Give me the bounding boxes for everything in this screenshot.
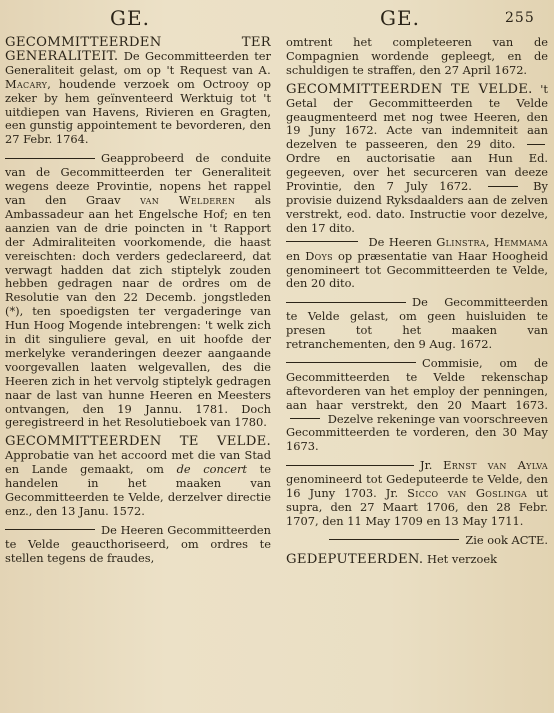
- entry-te-velde-2: GECOMMITTEERDEN TE VELDE. 't Getal der Gecommitteerden te Velde geaugmenteerd met nog twee Heeren, den 19 Juny 1672. Acte van indemniteit aan dezelven te passeeren, den 29 dito. Ordre en auctorisatie aan Hun Ed. gegeeven, over het securceren van deeze Provintie, den 7 July 1672. By provisie duizend Ryksdaalders aan de zelven verstrekt, eod. dato. Instructie voor dezelve, den 17 dito. De Heeren Glinstra, Hemmama en Doys op præsentatie van Haar Hoogheid genomineert tot Gecommitteerden te Velde, den 20 dito.: [286, 81, 548, 291]
- rule-dash: [5, 158, 95, 159]
- person-name: Sicco van Goslinga: [407, 486, 528, 501]
- entry-fraudes: De Heeren Gecommitteerden te Velde geaucthoriseerd, om ordres te stellen tegens de fraudes,: [5, 522, 271, 565]
- entry-continued: omtrent het completeeren van de Compagnien wordende gepleegt, en de schuldigen te straffen, den 27 April 1672.: [286, 35, 548, 77]
- rule-dash: [286, 302, 406, 303]
- entry-zie-ook: [286, 534, 548, 548]
- person-name: Hemmama: [493, 234, 548, 249]
- entry-heading: GECOMMITTEERDEN TE VELDE.: [5, 434, 271, 450]
- person-name: Glinstra: [436, 234, 486, 249]
- running-head-left: GE.: [110, 6, 150, 30]
- entry-heading: GEDEPUTEERDEN.: [286, 551, 424, 567]
- cross-reference: Zie ook ACTE.: [465, 532, 548, 547]
- running-head-right: GE.: [380, 6, 420, 30]
- person-name: Doys: [305, 248, 333, 263]
- entry-te-velde: GECOMMITTEERDEN TE VELDE. Approbatie van het accoord met die van Stad en Lande gemaakt, om de concert te handelen in het maaken van Gecommitteerden te Velde, derzelver directie enz., den 13 Janu. 1572.: [5, 434, 271, 518]
- page-number: 255: [505, 10, 535, 26]
- entry-conduite: Geapprobeerd de conduite van de Gecommitteerden ter Generaliteit wegens deeze Provintie, nopens het rappel van den Graav van Welderen als Ambassadeur aan het Engelsche Hof; en ten aanzien van de drie poincten in 't Rapport der Admiraliteiten voorkomende, die haast vereischten: doch verders gedeclareerd, dat verwagt hadden dat zich stiptelyk zouden hebben gedragen naar de ordres om de Resolutie van den 22 Decemb. jongstleden (*), ten spoedigsten ter vergaderinge van Hun Hoog Mogende intebrengen: 't welk zich in dit singuliere geval, en uit hoofde der merkelyke veranderingen deezer aangaande voorgevallen laaten welgevallen, des die Heeren zich in het vervolg stiptelyk gedragen naar de last van hunne Heeren en Meesters ontvangen, den 19 Jannu. 1781. Doch geregistreerd in het Resolutieboek van 1780.: [5, 151, 272, 430]
- person-name: van Welderen: [140, 192, 236, 207]
- rule-dash: [290, 418, 320, 419]
- left-column: [5, 36, 271, 571]
- entry-aylva: Jr. Ernst van Aylva genomineerd tot Gedeputeerde te Velde, den 16 Juny 1703. Jr. Sicco van Goslinga ut supra, den 27 Maart 1706, den 28 Febr. 1707, den 11 May 1709 en 13 May 1711.: [286, 458, 549, 528]
- rule-dash: [286, 465, 414, 466]
- right-column: [286, 36, 548, 572]
- rule-dash: [527, 144, 545, 145]
- rule-dash: [286, 362, 416, 363]
- person-name: Ernst van Aylva: [443, 458, 548, 473]
- entry-huisluiden: De Gecommitteerden te Velde gelast, om geen huisluiden te presen tot het maaken van retranchementen, den 9 Aug. 1672.: [286, 295, 548, 352]
- rule-dash: [488, 186, 518, 187]
- entry-generaliteit: GECOMMITTEERDEN TER GENERALITEIT. De Gecommitteerden ter Generaliteit gelast, om op 't Request van A. Macary, houdende verzoek om Octrooy op zeker by hem geïnventeerd Werktuig tot 't uitdiepen van Havens, Rivieren en Gragten, een gunstig appointement te bevorderen, den 27 Febr. 1764.: [5, 35, 271, 147]
- entry-gedeputeerden: GEDEPUTEERDEN. Het verzoek: [286, 551, 498, 567]
- rule-dash: [286, 241, 358, 242]
- rule-dash: [329, 539, 459, 540]
- entry-commisie: Commisie, om de Gecommitteerden te Velde rekenschap aftevorderen van het employ der penningen, aan haar verstrekt, den 20 Maart 1673. Dezelve rekeninge van voorschreeven Gecommitteerden te vorderen, den 30 May 1673.: [286, 355, 548, 454]
- person-name: A. Macary: [5, 62, 271, 91]
- entry-heading: GECOMMITTEERDEN TE VELDE.: [286, 81, 533, 97]
- rule-dash: [5, 529, 95, 530]
- entry-heading: GECOMMITTEERDEN TER GENERALITEIT.: [5, 35, 271, 64]
